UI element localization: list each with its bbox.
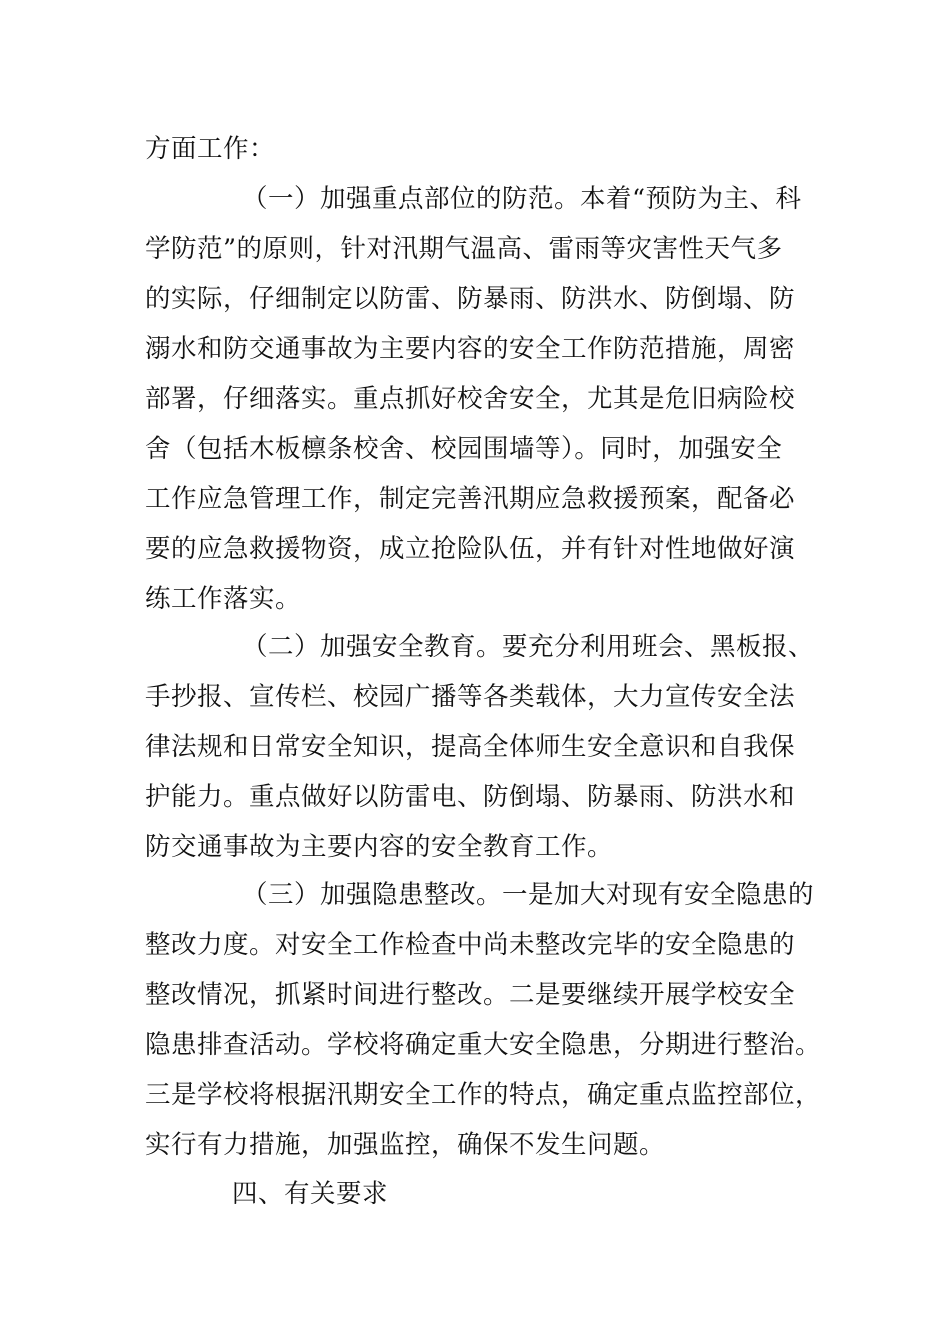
text-line: 整改力度。对安全工作检查中尚未整改完毕的安全隐患的 (145, 930, 796, 960)
text-line: 要的应急救援物资，成立抢险队伍，并有针对性地做好演 (145, 534, 796, 564)
text-line: 手抄报、宣传栏、校园广播等各类载体，大力宣传安全法 (145, 682, 796, 712)
text-line: 三是学校将根据汛期安全工作的特点，确定重点监控部位， (145, 1080, 822, 1110)
text-line: 部署，仔细落实。重点抓好校舍安全，尤其是危旧病险校 (145, 384, 796, 414)
text-line: 学防范”的原则，针对汛期气温高、雷雨等灾害性天气多 (145, 234, 783, 264)
text-line: 护能力。重点做好以防雷电、防倒塌、防暴雨、防洪水和 (145, 782, 796, 812)
text-line: 整改情况，抓紧时间进行整改。二是要继续开展学校安全 (145, 980, 796, 1010)
text-line: 方面工作： (145, 134, 276, 164)
text-line: 溺水和防交通事故为主要内容的安全工作防范措施，周密 (145, 334, 796, 364)
text-line: 实行有力措施，加强监控，确保不发生问题。 (145, 1130, 666, 1160)
text-line: （二）加强安全教育。要充分利用班会、黑板报、 (242, 632, 815, 662)
text-line: （三）加强隐患整改。一是加大对现有安全隐患的 (242, 880, 815, 910)
text-line: 工作应急管理工作，制定完善汛期应急救援预案，配备必 (145, 484, 796, 514)
section-heading: 四、有关要求 (232, 1179, 389, 1209)
text-line: 律法规和日常安全知识，提高全体师生安全意识和自我保 (145, 732, 796, 762)
text-line: 舍（包括木板檩条校舍、校园围墙等）。同时，加强安全 (145, 434, 783, 464)
text-line: 隐患排查活动。学校将确定重大安全隐患，分期进行整治。 (145, 1030, 822, 1060)
text-line: 防交通事故为主要内容的安全教育工作。 (145, 832, 614, 862)
text-line: 的实际，仔细制定以防雷、防暴雨、防洪水、防倒塌、防 (145, 284, 796, 314)
text-line: （一）加强重点部位的防范。本着“预防为主、科 (242, 184, 802, 214)
text-line: 练工作落实。 (145, 584, 302, 614)
